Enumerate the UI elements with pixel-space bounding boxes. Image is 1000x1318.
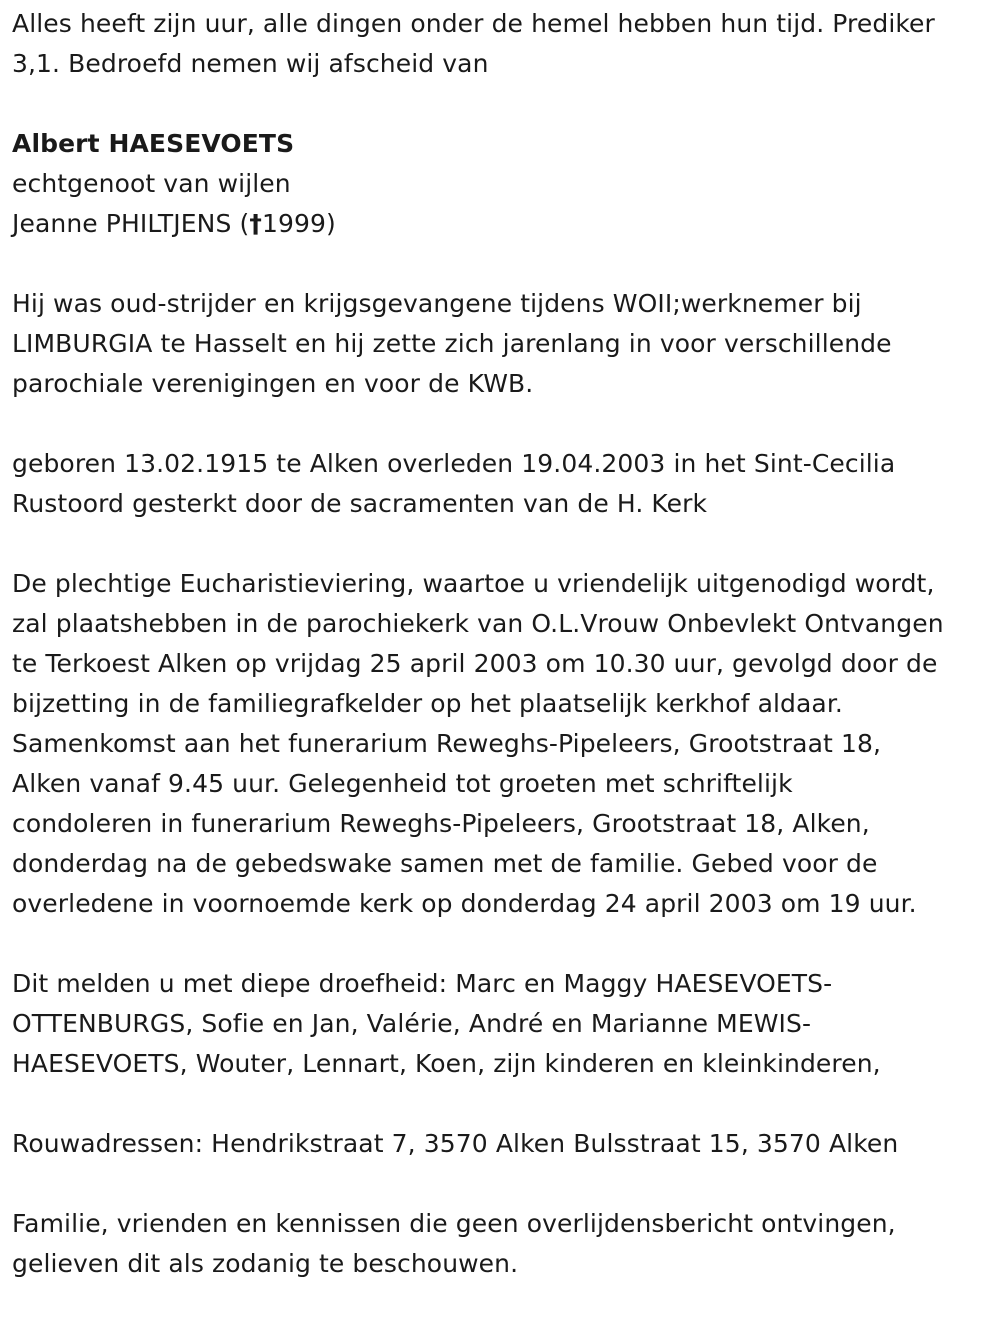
ceremony-line: bijzetting in de familiegrafkelder op het plaatselijk kerkhof aldaar. xyxy=(12,689,843,718)
spacer xyxy=(12,244,996,284)
ceremony-line: overledene in voornoemde kerk op donderdag 24 april 2003 om 19 uur. xyxy=(12,889,917,918)
deceased-relation: echtgenoot van wijlen xyxy=(12,169,291,198)
spacer xyxy=(12,404,996,444)
closing-line: gelieven dit als zodanig te beschouwen. xyxy=(12,1249,519,1278)
spouse-name: Jeanne PHILTJENS ( xyxy=(12,209,250,238)
intro-line: Alles heeft zijn uur, alle dingen onder de hemel hebben hun tijd. Prediker xyxy=(12,9,935,38)
dates-line: Rustoord gesterkt door de sacramenten van de H. Kerk xyxy=(12,489,708,518)
biography-paragraph xyxy=(12,284,996,404)
ceremony-paragraph xyxy=(12,564,996,924)
family-line: Dit melden u met diepe droefheid: Marc en Maggy HAESEVOETS- xyxy=(12,969,833,998)
ceremony-line: Alken vanaf 9.45 uur. Gelegenheid tot groeten met schriftelijk xyxy=(12,769,793,798)
ceremony-line: Samenkomst aan het funerarium Reweghs-Pipeleers, Grootstraat 18, xyxy=(12,729,882,758)
cross-icon: † xyxy=(249,209,262,238)
spouse-year: 1999) xyxy=(261,209,336,238)
biography-line: LIMBURGIA te Hasselt en hij zette zich jarenlang in voor verschillende xyxy=(12,329,892,358)
biography-line: parochiale verenigingen en voor de KWB. xyxy=(12,369,534,398)
ceremony-line: zal plaatshebben in de parochiekerk van O.L.Vrouw Onbevlekt Ontvangen xyxy=(12,609,944,638)
intro-paragraph xyxy=(12,4,996,84)
ceremony-line: donderdag na de gebedswake samen met de familie. Gebed voor de xyxy=(12,849,878,878)
ceremony-line: De plechtige Eucharistieviering, waartoe u vriendelijk uitgenodigd wordt, xyxy=(12,569,935,598)
spacer xyxy=(12,84,996,124)
dates-paragraph xyxy=(12,444,996,524)
intro-line: 3,1. Bedroefd nemen wij afscheid van xyxy=(12,49,489,78)
ceremony-line: te Terkoest Alken op vrijdag 25 april 2003 om 10.30 uur, gevolgd door de xyxy=(12,649,938,678)
spacer xyxy=(12,524,996,564)
spacer xyxy=(12,1084,996,1124)
addresses-line: Rouwadressen: Hendrikstraat 7, 3570 Alken Bulsstraat 15, 3570 Alken xyxy=(12,1129,899,1158)
family-line: HAESEVOETS, Wouter, Lennart, Koen, zijn kinderen en kleinkinderen, xyxy=(12,1049,881,1078)
dates-line: geboren 13.02.1915 te Alken overleden 19.04.2003 in het Sint-Cecilia xyxy=(12,449,896,478)
deceased-name: Albert HAESEVOETS xyxy=(12,129,295,158)
closing-paragraph xyxy=(12,1204,996,1284)
family-paragraph xyxy=(12,964,996,1084)
spacer xyxy=(12,924,996,964)
ceremony-line: condoleren in funerarium Reweghs-Pipeleers, Grootstraat 18, Alken, xyxy=(12,809,870,838)
obituary-document xyxy=(12,4,996,1284)
biography-line: Hij was oud-strijder en krijgsgevangene tijdens WOII;werknemer bij xyxy=(12,289,862,318)
closing-line: Familie, vrienden en kennissen die geen overlijdensbericht ontvingen, xyxy=(12,1209,896,1238)
family-line: OTTENBURGS, Sofie en Jan, Valérie, André en Marianne MEWIS- xyxy=(12,1009,812,1038)
spacer xyxy=(12,1164,996,1204)
spouse-line xyxy=(12,204,996,244)
